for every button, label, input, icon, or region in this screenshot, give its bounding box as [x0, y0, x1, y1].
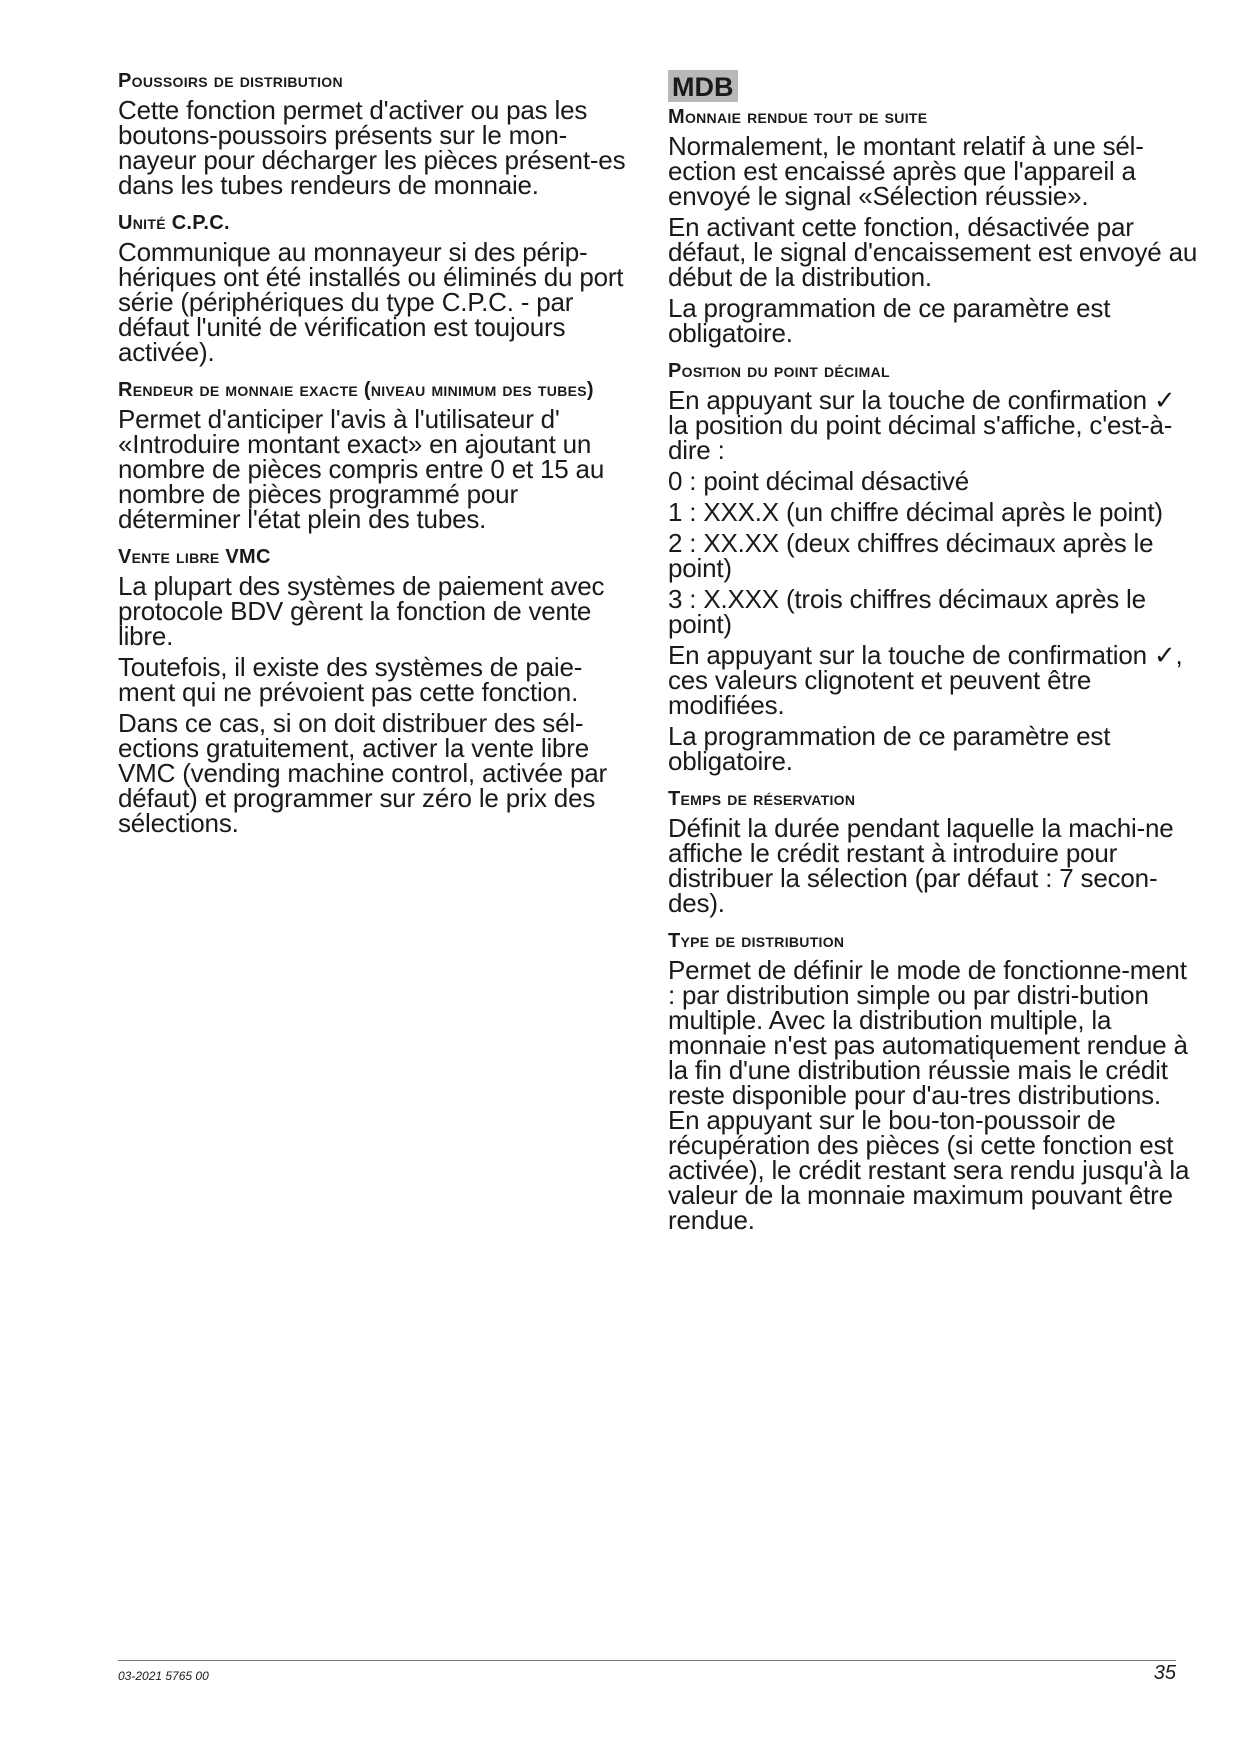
- right-column: [668, 70, 1198, 1247]
- paragraph: Dans ce cas, si on doit distribuer des sél-ections gratuitement, activer la vente libre VMC (vending machine control, activée par défaut) et programmer sur zéro le prix des sélections.: [118, 708, 607, 838]
- paragraph: Toutefois, il existe des systèmes de paie-ment qui ne prévoient pas cette fonction.: [118, 652, 583, 707]
- section-heading: Temps de réservation: [668, 788, 856, 810]
- paragraph: Permet de définir le mode de fonctionne-ment : par distribution simple ou par distri-bution multiple. Avec la distribution multiple, la monnaie n'est pas automatiquement rendue à la fin d'une distribution réussie mais le crédit reste disponible pour d'au-tres distributions. En appuyant sur le bou-ton-poussoir de récupération des pièces (si cette fonction est activée), le crédit restant sera rendu jusqu'à la valeur de la monnaie maximum pouvant être rendue.: [668, 955, 1190, 1235]
- paragraph: En appuyant sur la touche de confirmation ✓ la position du point décimal s'affiche, c'est-à-dire :: [668, 385, 1176, 465]
- section-heading: Vente libre VMC: [118, 546, 271, 568]
- paragraph: 2 : XX.XX (deux chiffres décimaux après le point): [668, 528, 1154, 583]
- paragraph: 1 : XXX.X (un chiffre décimal après le point): [668, 497, 1163, 527]
- section-monnaie-rendue: [668, 106, 1198, 346]
- page-number: 35: [1153, 1662, 1176, 1684]
- section-vente-libre: [118, 546, 638, 836]
- paragraph: Cette fonction permet d'activer ou pas les boutons-poussoirs présents sur le mon-nayeur pour décharger les pièces présent-es dans les tubes rendeurs de monnaie.: [118, 95, 626, 200]
- section-heading: Type de distribution: [668, 930, 845, 952]
- left-column: [118, 70, 638, 850]
- footer-document-code: 03-2021 5765 00: [118, 1669, 209, 1683]
- section-rendeur-monnaie: [118, 379, 638, 532]
- mdb-tag: MDB: [668, 70, 738, 102]
- section-heading: Rendeur de monnaie exacte (niveau minimum des tubes): [118, 379, 594, 401]
- paragraph: Définit la durée pendant laquelle la machi-ne affiche le crédit restant à introduire pour distribuer la sélection (par défaut : 7 secon-des).: [668, 813, 1174, 918]
- section-heading: Unité C.P.C.: [118, 212, 230, 234]
- section-poussoirs: [118, 70, 638, 198]
- section-unite-cpc: [118, 212, 638, 365]
- paragraph: Permet d'anticiper l'avis à l'utilisateur d' «Introduire montant exact» en ajoutant un nombre de pièces compris entre 0 et 15 au nombre de pièces programmé pour déterminer l'état plein des tubes.: [118, 404, 605, 534]
- section-temps-reservation: [668, 788, 1198, 916]
- paragraph: 0 : point décimal désactivé: [668, 466, 969, 496]
- paragraph: La plupart des systèmes de paiement avec protocole BDV gèrent la fonction de vente libre.: [118, 571, 605, 651]
- section-heading: Position du point décimal: [668, 360, 890, 382]
- footer-divider: [118, 1660, 1176, 1661]
- paragraph: Communique au monnayeur si des périp-hériques ont été installés ou éliminés du port série (périphériques du type C.P.C. - par défaut l'unité de vérification est toujours activée).: [118, 237, 624, 367]
- paragraph: En activant cette fonction, désactivée par défaut, le signal d'encaissement est envoyé au début de la distribution.: [668, 212, 1198, 292]
- paragraph: Normalement, le montant relatif à une sél-ection est encaissé après que l'appareil a envoyé le signal «Sélection réussie».: [668, 131, 1144, 211]
- paragraph: En appuyant sur la touche de confirmation ✓, ces valeurs clignotent et peuvent être modifiées.: [668, 640, 1183, 720]
- paragraph: La programmation de ce paramètre est obligatoire.: [668, 293, 1111, 348]
- paragraph: 3 : X.XXX (trois chiffres décimaux après le point): [668, 584, 1146, 639]
- section-heading: Monnaie rendue tout de suite: [668, 106, 928, 128]
- section-heading: Poussoirs de distribution: [118, 70, 343, 92]
- paragraph: La programmation de ce paramètre est obligatoire.: [668, 721, 1111, 776]
- section-point-decimal: [668, 360, 1198, 774]
- section-type-distribution: [668, 930, 1198, 1233]
